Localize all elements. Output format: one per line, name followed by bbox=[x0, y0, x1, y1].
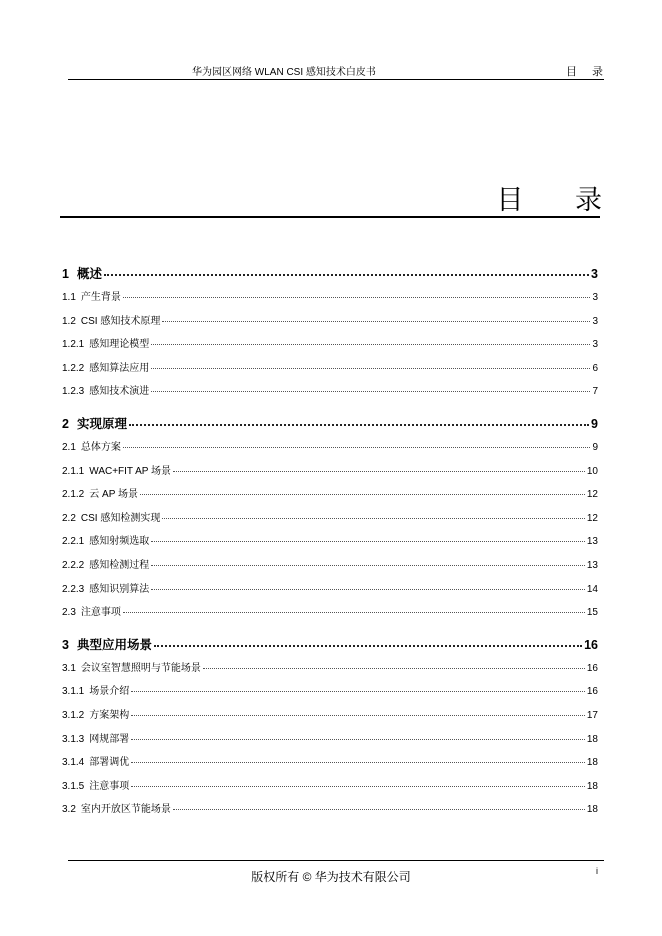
toc-entry-number: 3.2 bbox=[62, 804, 76, 816]
toc-entry-number: 2.3 bbox=[62, 607, 76, 619]
toc-entry-text: 注意事项 bbox=[80, 607, 121, 619]
toc-entry-number: 1.2.1 bbox=[62, 339, 85, 351]
toc-entry-text: 部署调优 bbox=[89, 757, 130, 769]
toc-page-number: 3 bbox=[591, 267, 598, 281]
toc-page-number: 16 bbox=[586, 686, 598, 698]
toc-leader-dots bbox=[104, 274, 589, 276]
header-rule bbox=[68, 79, 604, 80]
toc-entry-2-2-2[interactable] bbox=[62, 556, 598, 571]
toc-entry-text: 场景介绍 bbox=[89, 686, 130, 698]
toc-leader-dots bbox=[151, 368, 590, 369]
toc-entry-number: 1.1 bbox=[62, 292, 76, 303]
title-rule bbox=[60, 216, 600, 218]
toc-entry-label bbox=[62, 730, 129, 745]
toc-entry-label bbox=[62, 264, 102, 282]
toc-entry-label bbox=[62, 556, 149, 571]
toc-page-number: 18 bbox=[586, 804, 598, 816]
toc-entry-label bbox=[62, 532, 149, 547]
toc-entry-number: 2.1 bbox=[62, 442, 76, 453]
toc-leader-dots bbox=[173, 471, 585, 472]
toc-leader-dots bbox=[151, 565, 585, 566]
toc-page-number: 7 bbox=[592, 386, 598, 398]
toc-entry-text: 感知技术演进 bbox=[89, 386, 150, 398]
toc-entry-3-1-3[interactable] bbox=[62, 730, 598, 745]
toc-entry-2-1[interactable] bbox=[62, 438, 598, 453]
toc-entry-text: 室内开放区节能场景 bbox=[80, 804, 171, 816]
toc-page-number: 9 bbox=[591, 417, 598, 431]
toc-entry-3-1-1[interactable] bbox=[62, 682, 598, 697]
toc-entry-text: 感知算法应用 bbox=[89, 362, 150, 374]
toc-page-number: 10 bbox=[586, 465, 598, 477]
toc-page-number: 12 bbox=[586, 512, 598, 524]
toc-leader-dots bbox=[131, 691, 585, 692]
toc-entry-1-1[interactable] bbox=[62, 288, 598, 303]
toc-entry-text: 感知检测过程 bbox=[89, 560, 150, 571]
toc-entry-label bbox=[62, 382, 149, 397]
toc-leader-dots bbox=[154, 645, 582, 647]
toc-entry-text: 概述 bbox=[76, 267, 102, 281]
toc-leader-dots bbox=[151, 589, 585, 590]
toc-entry-number: 3.1.5 bbox=[62, 780, 85, 792]
toc-leader-dots bbox=[151, 541, 585, 542]
toc-entry-3-1[interactable] bbox=[62, 659, 598, 674]
toc-entry-text: 方案架构 bbox=[89, 710, 130, 721]
toc-entry-text: CSI 感知技术原理 bbox=[80, 315, 161, 327]
toc-entry-label bbox=[62, 635, 152, 653]
toc-entry-label bbox=[62, 312, 160, 327]
toc-entry-label bbox=[62, 777, 129, 792]
toc-leader-dots bbox=[129, 424, 589, 426]
toc-page-number: 18 bbox=[586, 780, 598, 792]
page-title: 目 录 bbox=[496, 185, 624, 215]
footer-rule bbox=[68, 860, 604, 861]
toc-page-number: 18 bbox=[586, 757, 598, 769]
toc-entry-label bbox=[62, 659, 201, 674]
toc-entry-label bbox=[62, 580, 149, 595]
toc-entry-text: CSI 感知检测实现 bbox=[80, 512, 161, 524]
toc-entry-2-2-3[interactable] bbox=[62, 580, 598, 595]
toc-entry-text: 网规部署 bbox=[89, 733, 130, 745]
toc-entry-number: 1.2 bbox=[62, 315, 76, 327]
toc-entry-number: 2.2.2 bbox=[62, 560, 85, 571]
toc-entry-label bbox=[62, 359, 149, 374]
toc-entry-number: 2.2.1 bbox=[62, 536, 85, 548]
toc-entry-label bbox=[62, 706, 129, 721]
toc-entry-3[interactable] bbox=[62, 635, 598, 653]
toc-entry-1-2-1[interactable] bbox=[62, 335, 598, 350]
toc-entry-1[interactable] bbox=[62, 264, 598, 282]
toc-page-number: 13 bbox=[586, 536, 598, 548]
toc-entry-text: 云 AP 场景 bbox=[89, 489, 138, 501]
toc-entry-2-2-1[interactable] bbox=[62, 532, 598, 547]
toc-entry-label bbox=[62, 753, 129, 768]
toc-entry-text: 感知射频选取 bbox=[89, 536, 150, 548]
toc-entry-text: 总体方案 bbox=[80, 442, 121, 453]
toc-entry-2-1-2[interactable] bbox=[62, 485, 598, 500]
running-header-section: 目 录 bbox=[566, 66, 610, 78]
toc-entry-label bbox=[62, 485, 138, 500]
toc-entry-number: 3 bbox=[62, 637, 69, 652]
toc-page-number: 14 bbox=[586, 583, 598, 595]
toc-entry-2[interactable] bbox=[62, 414, 598, 432]
page-number: i bbox=[596, 866, 598, 876]
toc-entry-label bbox=[62, 800, 171, 815]
toc-page-number: 16 bbox=[584, 637, 598, 652]
toc-leader-dots bbox=[131, 786, 585, 787]
toc-leader-dots bbox=[123, 612, 585, 613]
toc-entry-number: 3.1.4 bbox=[62, 757, 85, 769]
toc-entry-text: 典型应用场景 bbox=[76, 637, 152, 652]
toc-entry-label bbox=[62, 603, 121, 618]
toc-entry-3-1-5[interactable] bbox=[62, 777, 598, 792]
toc-entry-3-1-4[interactable] bbox=[62, 753, 598, 768]
toc-page-number: 13 bbox=[586, 560, 598, 571]
toc-entry-2-1-1[interactable] bbox=[62, 462, 598, 477]
copyright-footer: 版权所有 © 华为技术有限公司 bbox=[251, 870, 411, 884]
toc-entry-text: 注意事项 bbox=[89, 780, 130, 792]
toc-entry-text: 产生背景 bbox=[80, 292, 121, 303]
toc-leader-dots bbox=[131, 739, 585, 740]
toc-page-number: 3 bbox=[592, 292, 598, 303]
toc-page-number: 17 bbox=[586, 710, 598, 721]
toc-page-number: 15 bbox=[586, 607, 598, 619]
toc-entry-number: 2.2 bbox=[62, 512, 76, 524]
toc-leader-dots bbox=[162, 518, 585, 519]
toc-entry-number: 3.1.3 bbox=[62, 733, 85, 745]
toc-entry-number: 1 bbox=[62, 267, 69, 281]
toc-leader-dots bbox=[162, 321, 590, 322]
toc-page-number: 3 bbox=[592, 315, 598, 327]
toc-leader-dots bbox=[173, 809, 585, 810]
toc-entry-label bbox=[62, 335, 149, 350]
toc-page-number: 3 bbox=[592, 339, 598, 351]
toc-entry-number: 3.1.2 bbox=[62, 710, 85, 721]
toc-entry-label bbox=[62, 288, 121, 303]
toc-entry-number: 2.2.3 bbox=[62, 583, 85, 595]
toc-leader-dots bbox=[131, 715, 585, 716]
toc-entry-2-2[interactable] bbox=[62, 509, 598, 524]
toc-entry-2-3[interactable] bbox=[62, 603, 598, 618]
toc-page-number: 16 bbox=[586, 662, 598, 674]
running-header-title: 华为园区网络 WLAN CSI 感知技术白皮书 bbox=[192, 67, 376, 78]
toc-page-number: 6 bbox=[592, 362, 598, 374]
toc-entry-number: 3.1 bbox=[62, 662, 76, 674]
toc-entry-1-2-2[interactable] bbox=[62, 359, 598, 374]
toc-entry-text: 实现原理 bbox=[76, 417, 127, 431]
toc-entry-1-2[interactable] bbox=[62, 312, 598, 327]
toc-entry-3-2[interactable] bbox=[62, 800, 598, 815]
toc-entry-number: 3.1.1 bbox=[62, 686, 85, 698]
toc-page-number: 12 bbox=[586, 489, 598, 501]
toc-entry-text: WAC+FIT AP 场景 bbox=[89, 465, 172, 477]
toc-page-number: 9 bbox=[592, 442, 598, 453]
toc-entry-label bbox=[62, 438, 121, 453]
toc-leader-dots bbox=[123, 447, 591, 448]
toc-entry-number: 1.2.2 bbox=[62, 362, 85, 374]
toc-entry-3-1-2[interactable] bbox=[62, 706, 598, 721]
toc-entry-label bbox=[62, 462, 171, 477]
toc-page-number: 18 bbox=[586, 733, 598, 745]
toc-entry-1-2-3[interactable] bbox=[62, 382, 598, 397]
toc-entry-label bbox=[62, 509, 160, 524]
toc-entry-number: 2.1.1 bbox=[62, 465, 85, 477]
toc-entry-number: 2 bbox=[62, 417, 69, 431]
toc-entry-label bbox=[62, 414, 127, 432]
toc-entry-number: 1.2.3 bbox=[62, 386, 85, 398]
toc-entry-text: 感知理论模型 bbox=[89, 339, 150, 351]
toc-entry-text: 会议室智慧照明与节能场景 bbox=[80, 662, 201, 674]
toc-leader-dots bbox=[131, 762, 585, 763]
toc-entry-text: 感知识别算法 bbox=[89, 583, 150, 595]
toc-leader-dots bbox=[140, 494, 585, 495]
toc-entry-label bbox=[62, 682, 129, 697]
toc-leader-dots bbox=[151, 391, 590, 392]
toc-leader-dots bbox=[151, 344, 590, 345]
toc-leader-dots bbox=[203, 668, 585, 669]
toc-entry-number: 2.1.2 bbox=[62, 489, 85, 501]
toc-leader-dots bbox=[123, 297, 591, 298]
